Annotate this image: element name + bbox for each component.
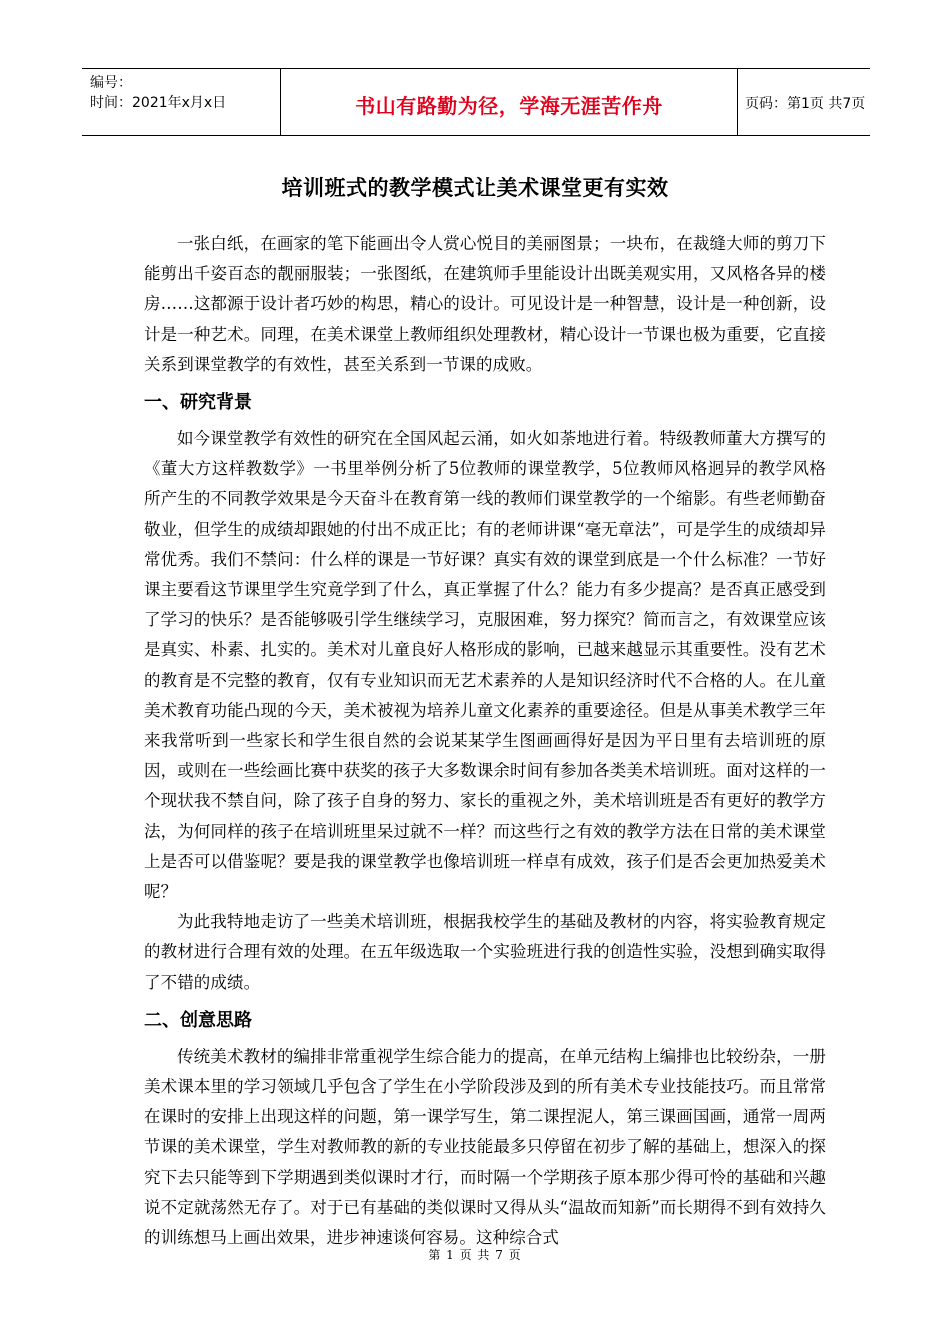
section-heading-ideas: 二、创意思路 xyxy=(144,1009,252,1031)
document-header xyxy=(82,68,870,136)
intro-paragraph: 一张白纸，在画家的笔下能画出令人赏心悦目的美丽图景；一块布，在裁缝大师的剪刀下能剪出千姿百态的靓丽服装；一张图纸，在建筑师手里能设计出既美观实用，又风格各异的楼房……这都源于设计者巧妙的构思，精心的设计。可见设计是一种智慧，设计是一种创新，设计是一种艺术。同理，在美术课堂上教师组织处理教材，精心设计一节课也极为重要，它直接关系到课堂教学的有效性，甚至关系到一节课的成败。 xyxy=(144,234,826,374)
document-number-label: 编号： xyxy=(90,75,132,91)
background-paragraph-2: 为此我特地走访了一些美术培训班，根据我校学生的基础及教材的内容，将实验教育规定的教材进行合理有效的处理。在五年级选取一个实验班进行我的创造性实验，没想到确实取得了不错的成绩。 xyxy=(144,912,826,992)
background-paragraph-1: 如今课堂教学有效性的研究在全国风起云涌，如火如荼地进行着。特级教师董大方撰写的《董大方这样教数学》一书里举例分析了5位教师的课堂教学，5位教师风格迥异的教学风格所产生的不同教学效果是今天奋斗在教育第一线的教师们课堂教学的一个缩影。有些老师勤奋敬业，但学生的成绩却跟她的付出不成正比；有的老师讲课“毫无章法”，可是学生的成绩却异常优秀。我们不禁问：什么样的课是一节好课？真实有效的课堂到底是一个什么标准？一节好课主要看这节课里学生究竟学到了什么，真正掌握了什么？能力有多少提高？是否真正感受到了学习的快乐？是否能够吸引学生继续学习，克服困难，努力探究？简而言之，有效课堂应该是真实、朴素、扎实的。美术对儿童良好人格形成的影响，已越来越显示其重要性。没有艺术的教育是不完整的教育，仅有专业知识而无艺术素养的人是知识经济时代不合格的人。在儿童美术教育功能凸现的今天，美术被视为培养儿童文化素养的重要途径。但是从事美术教学三年来我常听到一些家长和学生很自然的会说某某学生图画画得好是因为平日里有去培训班的原因，或则在一些绘画比赛中获奖的孩子大多数课余时间有参加各类美术培训班。面对这样的一个现状我不禁自问，除了孩子自身的努力、家长的重视之外，美术培训班是否有更好的教学方法，为何同样的孩子在培训班里呆过就不一样？而这些行之有效的教学方法在日常的美术课堂上是否可以借鉴呢？要是我的课堂教学也像培训班一样卓有成效，孩子们是否会更加热爱美术呢？ xyxy=(144,429,826,902)
document-time-label: 时间：2021年x月x日 xyxy=(90,95,227,111)
header-motto-cell xyxy=(280,69,738,135)
document-title: 培训班式的教学模式让美术课堂更有实效 xyxy=(281,176,669,200)
document-body xyxy=(144,229,826,1253)
header-meta-cell xyxy=(82,69,280,135)
header-page-cell xyxy=(737,69,870,135)
header-page-info: 页码：第1页 共7页 xyxy=(745,96,866,112)
section-heading-background: 一、研究背景 xyxy=(144,392,252,414)
header-motto: 书山有路勤为径，学海无涯苦作舟 xyxy=(355,94,663,118)
page-footer: 第 1 页 共 7 页 xyxy=(428,1248,522,1262)
ideas-paragraph-1: 传统美术教材的编排非常重视学生综合能力的提高，在单元结构上编排也比较纷杂，一册美术课本里的学习领域几乎包含了学生在小学阶段涉及到的所有美术专业技能技巧。而且常常在课时的安排上出现这样的问题，第一课学写生，第二课捏泥人，第三课画国画，通常一周两节课的美术课堂，学生对教师教的新的专业技能最多只停留在初步了解的基础上，想深入的探究下去只能等到下学期遇到类似课时才行，而时隔一个学期孩子原本那少得可怜的基础和兴趣说不定就荡然无存了。对于已有基础的类似课时又得从头“温故而知新”而长期得不到有效持久的训练想马上画出效果，进步神速谈何容易。这种综合式 xyxy=(144,1046,826,1248)
